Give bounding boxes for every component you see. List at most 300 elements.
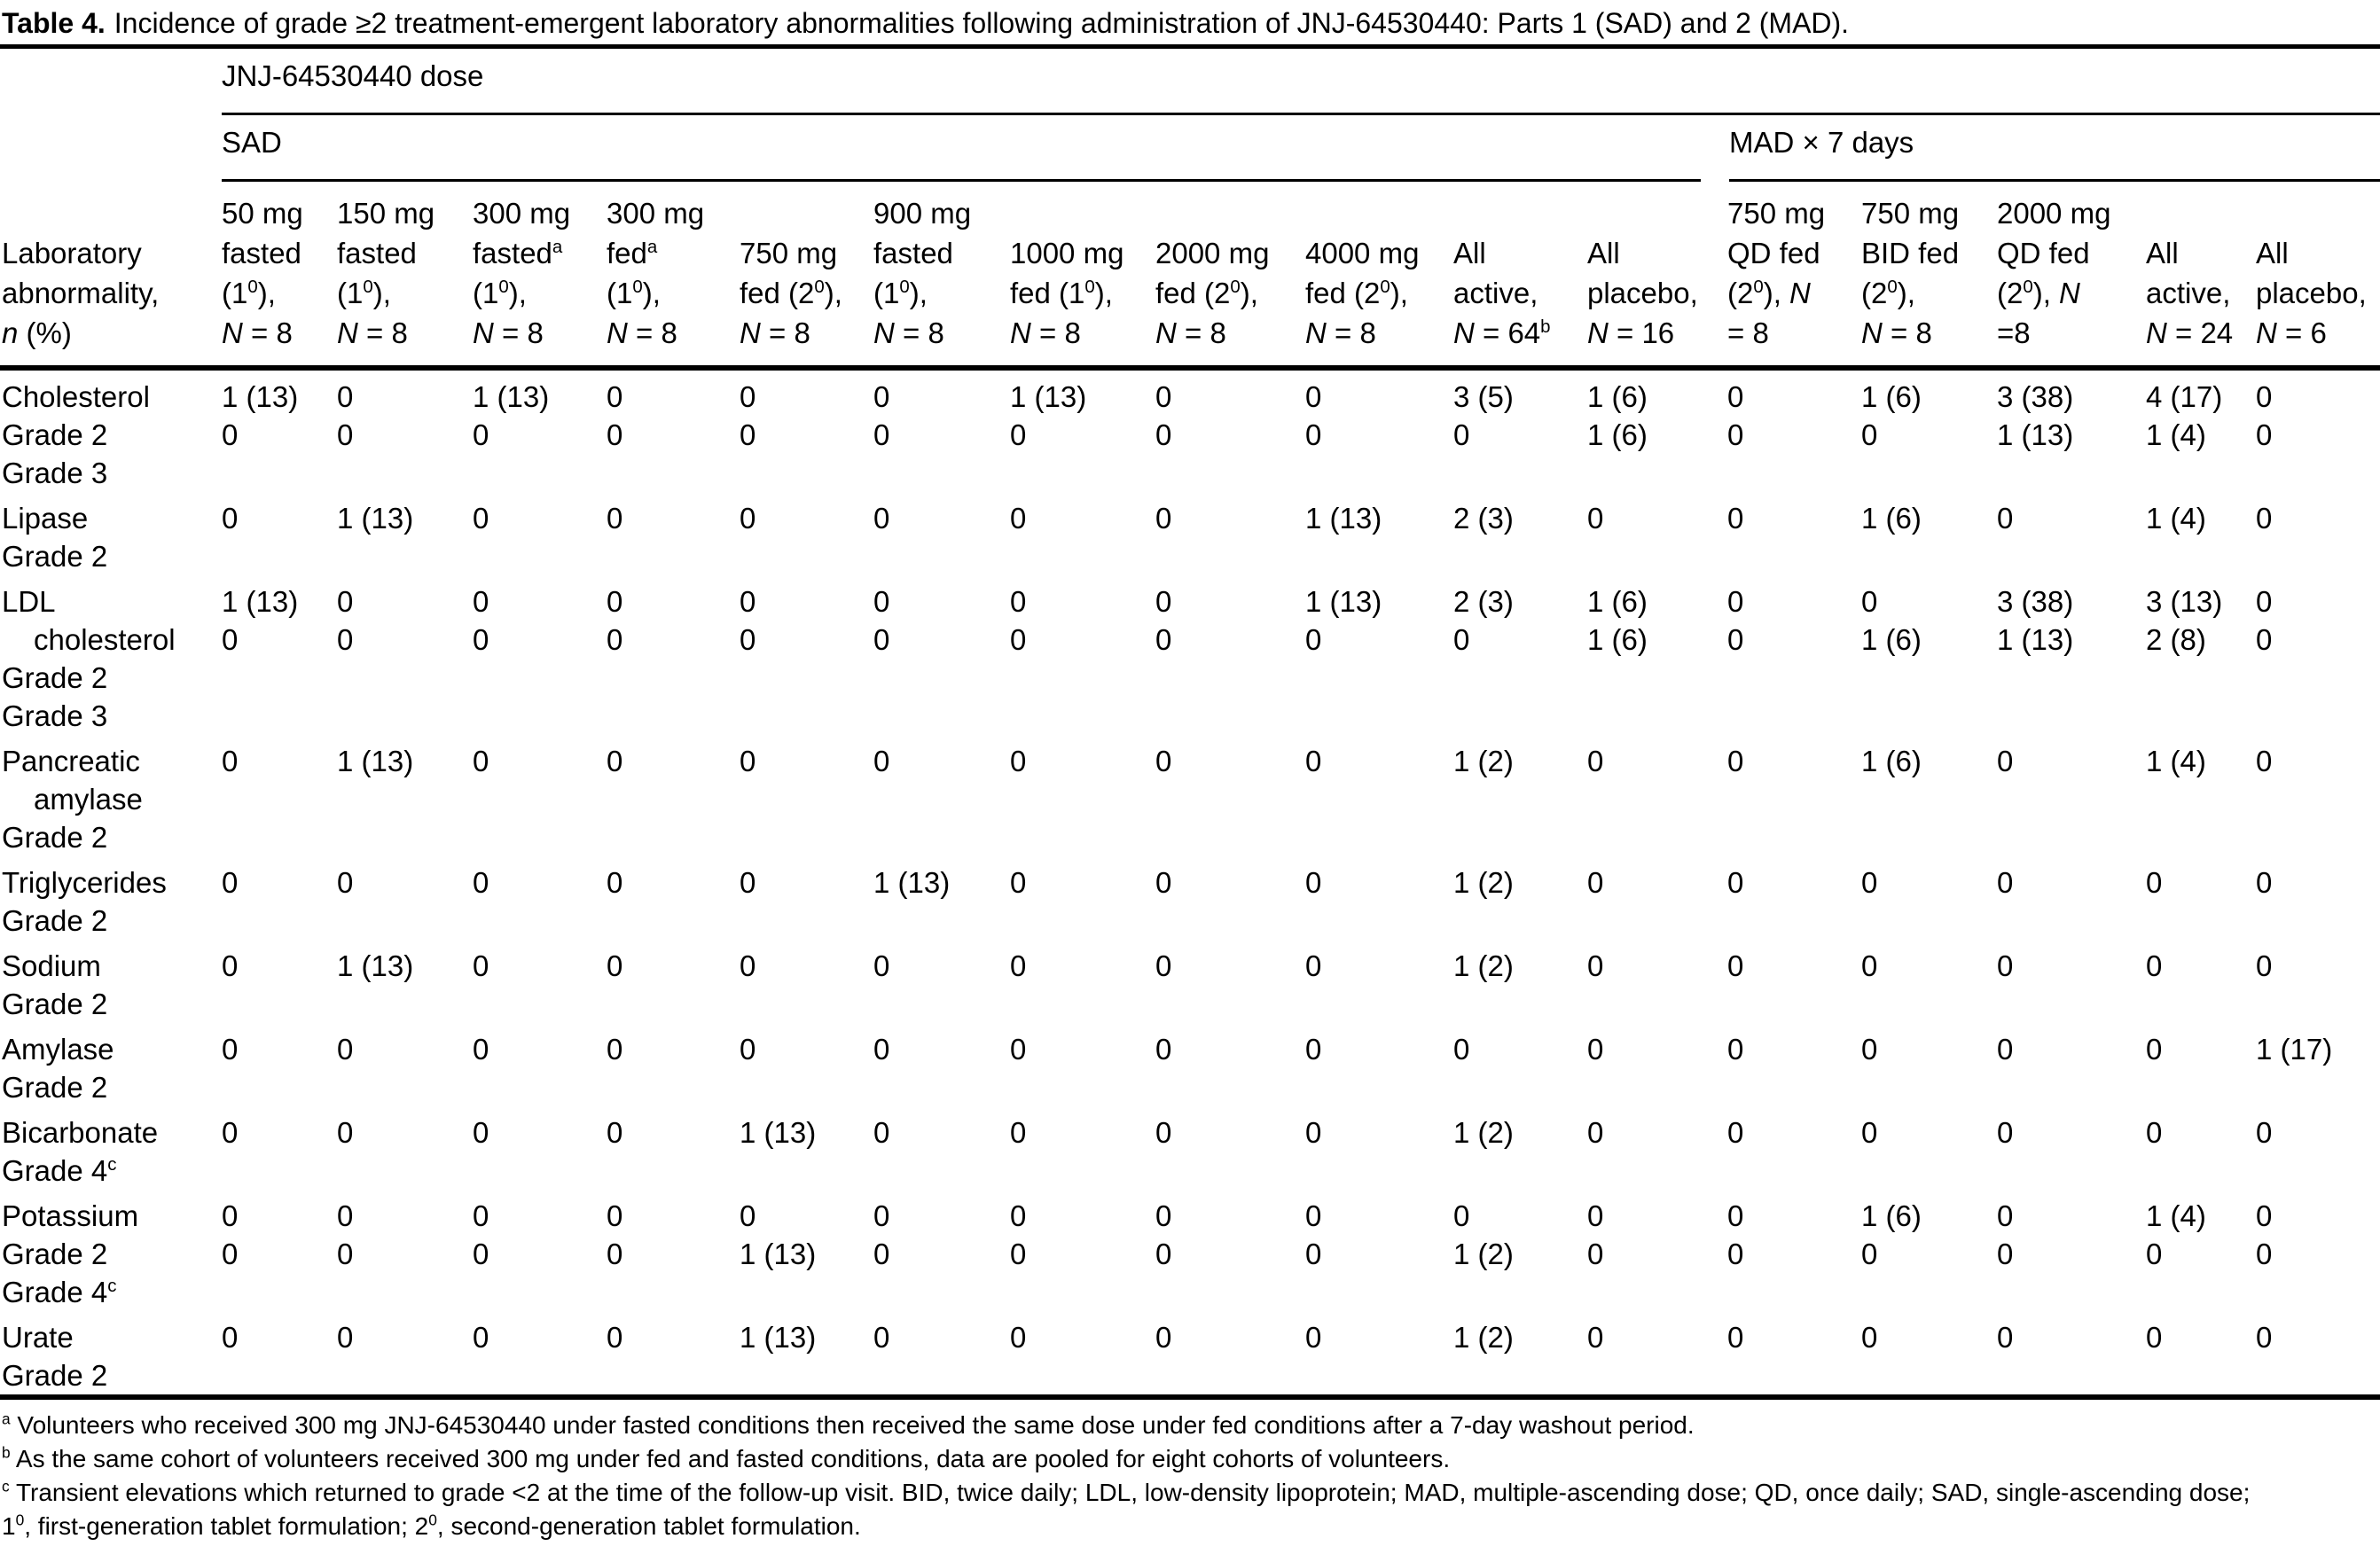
table-row <box>0 902 2380 940</box>
value-cell: 1 (13) <box>873 865 951 899</box>
value-cell: 0 <box>1453 622 1470 656</box>
row-label: Grade 4$^c$ <box>2 1153 117 1187</box>
value-cell: 0 <box>1305 1199 1322 1232</box>
value-cell: 1 (13) <box>337 501 414 535</box>
row-label: Grade 2 <box>2 660 108 694</box>
table-row <box>0 985 2380 1023</box>
value-cell <box>1010 1152 1155 1190</box>
table-row <box>0 735 2380 780</box>
row-label: Grade 2 <box>0 1356 222 1397</box>
table-row <box>0 940 2380 985</box>
value-cell <box>2146 985 2256 1023</box>
value-cell: 0 <box>222 1115 239 1149</box>
value-cell <box>1861 659 1997 697</box>
value-cell: 0 <box>1587 1199 1604 1232</box>
value-cell <box>1305 1356 1453 1397</box>
value-cell: 0 <box>1010 1032 1027 1066</box>
value-cell: 0 <box>740 501 756 535</box>
table-row <box>0 818 2380 856</box>
value-cell: 0 <box>1155 865 1172 899</box>
value-cell <box>1453 818 1587 856</box>
value-cell <box>2256 818 2380 856</box>
value-cell <box>1861 537 1997 575</box>
sad-group-header <box>222 114 1727 182</box>
value-cell <box>1861 1356 1997 1397</box>
sad-group-label: SAD <box>222 126 1701 182</box>
row-label: Pancreatic <box>2 744 140 777</box>
value-cell: 0 <box>2146 865 2163 899</box>
value-cell: 0 <box>1727 1199 1744 1232</box>
value-cell: 0 <box>2256 379 2273 413</box>
value-cell: 0 <box>1305 1115 1322 1149</box>
footnote-b: $^b$ As the same cohort of volunteers received 300 mg under fed and fasted conditions, data are pooled for eight cohorts of volunteers. <box>2 1443 1451 1472</box>
value-cell: 0 <box>1155 622 1172 656</box>
value-cell <box>873 1273 1010 1311</box>
table-row <box>0 1190 2380 1235</box>
value-cell <box>222 537 337 575</box>
value-cell: 2 (8) <box>2146 622 2206 656</box>
value-cell <box>222 902 337 940</box>
value-cell: 0 <box>473 501 489 535</box>
value-cell: 0 <box>337 1032 354 1066</box>
value-cell <box>1010 454 1155 492</box>
value-cell: 1 (13) <box>1997 622 2074 656</box>
value-cell <box>1155 985 1305 1023</box>
value-cell <box>607 454 740 492</box>
value-cell: 0 <box>1861 1032 1878 1066</box>
value-cell <box>2256 780 2380 818</box>
value-cell <box>1155 1273 1305 1311</box>
value-cell: 0 <box>2256 1115 2273 1149</box>
value-cell <box>2256 454 2380 492</box>
value-cell: 0 <box>1997 744 2014 777</box>
value-cell: 0 <box>1997 1320 2014 1354</box>
value-cell <box>1453 1068 1587 1106</box>
value-cell <box>873 454 1010 492</box>
value-cell <box>1305 537 1453 575</box>
value-cell <box>740 780 873 818</box>
table-row <box>0 1106 2380 1152</box>
value-cell <box>1587 1273 1727 1311</box>
value-cell: 1 (2) <box>1453 744 1514 777</box>
value-cell <box>2256 697 2380 735</box>
value-cell <box>607 659 740 697</box>
value-cell: 0 <box>2146 949 2163 982</box>
value-cell <box>2256 1068 2380 1106</box>
table-row <box>0 1023 2380 1068</box>
value-cell: 0 <box>873 949 890 982</box>
value-cell: 0 <box>607 1237 623 1270</box>
value-cell: 0 <box>2256 622 2273 656</box>
value-cell <box>740 1152 873 1190</box>
value-cell <box>1453 1273 1587 1311</box>
value-cell <box>337 1068 473 1106</box>
value-cell <box>1727 985 1861 1023</box>
value-cell: 0 <box>1861 584 1878 618</box>
row-label: Lipase <box>2 501 89 535</box>
value-cell: 0 <box>2256 865 2273 899</box>
column-header-2: 150 mg fasted $(1^0)$, N = 8 <box>337 182 473 368</box>
value-cell: 1 (2) <box>1453 1237 1514 1270</box>
value-cell: 0 <box>1453 418 1470 451</box>
column-header-13: 750 mg BID fed $(2^0)$, N = 8 <box>1861 182 1997 368</box>
value-cell <box>1453 1356 1587 1397</box>
value-cell <box>1727 454 1861 492</box>
value-cell <box>473 780 607 818</box>
value-cell: 0 <box>1727 865 1744 899</box>
value-cell: 0 <box>873 1199 890 1232</box>
value-cell <box>740 697 873 735</box>
value-cell: 0 <box>1010 622 1027 656</box>
value-cell: 0 <box>473 584 489 618</box>
value-cell <box>1727 1356 1861 1397</box>
value-cell <box>1305 659 1453 697</box>
value-cell <box>607 1152 740 1190</box>
value-cell <box>1010 537 1155 575</box>
mad-group-header <box>1727 114 2380 182</box>
value-cell: 0 <box>1587 1032 1604 1066</box>
table-row <box>0 780 2380 818</box>
value-cell: 0 <box>740 584 756 618</box>
value-cell: 0 <box>1727 1237 1744 1270</box>
value-cell <box>607 1068 740 1106</box>
value-cell <box>1997 1273 2146 1311</box>
value-cell <box>473 818 607 856</box>
value-cell <box>1155 1356 1305 1397</box>
value-cell: 0 <box>1997 1237 2014 1270</box>
value-cell: 0 <box>740 949 756 982</box>
value-cell <box>1155 1068 1305 1106</box>
row-label: LDL <box>2 584 56 618</box>
value-cell: 1 (13) <box>740 1237 817 1270</box>
value-cell: 0 <box>1305 379 1322 413</box>
value-cell: 0 <box>473 1115 489 1149</box>
column-header-5: 750 mg fed $(2^0)$, N = 8 <box>740 182 873 368</box>
value-cell: 0 <box>473 418 489 451</box>
value-cell: 4 (17) <box>2146 379 2223 413</box>
value-cell <box>222 659 337 697</box>
footnote-c: $^c$ Transient elevations which returned to grade <2 at the time of the follow-up visit. BID, twice daily; LDL, low-density lipoprotein; MAD, multiple-ascending dose; QD, once daily; SAD, single-ascending dose; $1^0$, first-generation tablet formulation; $2^0$, second-generation tablet formulation. <box>2 1477 2251 1540</box>
value-cell: 0 <box>1155 1032 1172 1066</box>
lab-abnormalities-table <box>0 44 2380 1400</box>
value-cell <box>1997 659 2146 697</box>
value-cell: 0 <box>873 1320 890 1354</box>
row-label: Grade 4$^c$ <box>2 1275 117 1308</box>
row-label: Amylase <box>2 1032 114 1066</box>
value-cell <box>1587 697 1727 735</box>
value-cell <box>222 780 337 818</box>
value-cell <box>1155 902 1305 940</box>
value-cell <box>1010 659 1155 697</box>
value-cell: 0 <box>473 1237 489 1270</box>
value-cell <box>1861 1273 1997 1311</box>
column-header-8: 2000 mg fed $(2^0)$, N = 8 <box>1155 182 1305 368</box>
value-cell <box>1155 659 1305 697</box>
value-cell <box>873 985 1010 1023</box>
value-cell: 0 <box>607 1320 623 1354</box>
value-cell <box>1997 537 2146 575</box>
value-cell <box>740 1273 873 1311</box>
value-cell: 0 <box>1010 584 1027 618</box>
value-cell: 1 (4) <box>2146 744 2206 777</box>
value-cell: 0 <box>337 1199 354 1232</box>
value-cell: 0 <box>473 622 489 656</box>
value-cell: 0 <box>740 865 756 899</box>
value-cell: 0 <box>1010 744 1027 777</box>
value-cell <box>873 1356 1010 1397</box>
value-cell: 0 <box>1305 949 1322 982</box>
value-cell <box>222 1152 337 1190</box>
footnotes <box>0 1409 2380 1543</box>
value-cell: 0 <box>337 865 354 899</box>
value-cell: 0 <box>1727 1320 1744 1354</box>
value-cell: 0 <box>1155 1237 1172 1270</box>
value-cell <box>607 697 740 735</box>
table-row <box>0 368 2380 416</box>
value-cell: 0 <box>607 949 623 982</box>
value-cell: 0 <box>1010 949 1027 982</box>
value-cell <box>337 818 473 856</box>
value-cell <box>473 1068 607 1106</box>
row-label: Grade 3 <box>2 699 108 732</box>
row-label: Grade 2 <box>2 1237 108 1270</box>
value-cell: 3 (38) <box>1997 584 2074 618</box>
value-cell <box>1155 537 1305 575</box>
row-label: Grade 2 <box>2 539 108 573</box>
value-cell <box>1587 985 1727 1023</box>
value-cell: 0 <box>2256 418 2273 451</box>
value-cell: 0 <box>740 418 756 451</box>
value-cell: 0 <box>1155 418 1172 451</box>
value-cell <box>1997 1152 2146 1190</box>
column-header-3: 300 mg fasted$^a$ $(1^0)$, N = 8 <box>473 182 607 368</box>
value-cell <box>1997 902 2146 940</box>
value-cell <box>473 1152 607 1190</box>
value-cell: 0 <box>337 1237 354 1270</box>
value-cell <box>1861 985 1997 1023</box>
value-cell <box>873 780 1010 818</box>
value-cell: 0 <box>740 1032 756 1066</box>
value-cell: 0 <box>607 501 623 535</box>
value-cell <box>222 818 337 856</box>
value-cell: 0 <box>473 1199 489 1232</box>
column-header-10: All active, $N = 64^b$ <box>1453 182 1587 368</box>
value-cell <box>873 902 1010 940</box>
value-cell <box>1453 780 1587 818</box>
value-cell: 0 <box>2256 501 2273 535</box>
column-header-15: All active, N = 24 <box>2146 182 2256 368</box>
value-cell <box>1305 1068 1453 1106</box>
value-cell: 1 (6) <box>1861 379 1922 413</box>
column-header-12: 750 mg QD fed $(2^0)$, N = 8 <box>1727 182 1861 368</box>
value-cell: 0 <box>1453 1199 1470 1232</box>
value-cell <box>1997 985 2146 1023</box>
value-cell <box>337 537 473 575</box>
value-cell: 0 <box>337 584 354 618</box>
value-cell <box>873 1068 1010 1106</box>
value-cell <box>740 1356 873 1397</box>
value-cell: 0 <box>1861 865 1878 899</box>
value-cell <box>2146 1152 2256 1190</box>
value-cell <box>607 537 740 575</box>
value-cell: 0 <box>1155 379 1172 413</box>
row-label: Grade 2 <box>2 418 108 451</box>
value-cell: 0 <box>1997 1199 2014 1232</box>
value-cell: 0 <box>1587 1115 1604 1149</box>
value-cell: 0 <box>1727 418 1744 451</box>
value-cell: 0 <box>1727 744 1744 777</box>
column-header-14: 2000 mg QD fed $(2^0)$, N =8 <box>1997 182 2146 368</box>
value-cell: 0 <box>1010 865 1027 899</box>
value-cell: 0 <box>1155 584 1172 618</box>
value-cell <box>2146 1356 2256 1397</box>
value-cell: 1 (2) <box>1453 949 1514 982</box>
value-cell: 0 <box>222 865 239 899</box>
value-cell: 0 <box>1861 1237 1878 1270</box>
value-cell: 3 (38) <box>1997 379 2074 413</box>
column-header-11: All placebo, N = 16 <box>1587 182 1727 368</box>
value-cell <box>740 985 873 1023</box>
value-cell <box>1305 818 1453 856</box>
value-cell: 0 <box>1010 1115 1027 1149</box>
value-cell: 0 <box>222 1320 239 1354</box>
value-cell <box>1587 454 1727 492</box>
value-cell <box>2256 985 2380 1023</box>
value-cell <box>473 985 607 1023</box>
value-cell: 0 <box>2146 1320 2163 1354</box>
table-title <box>0 0 2380 44</box>
row-label: Urate <box>2 1320 74 1354</box>
value-cell: 0 <box>1997 949 2014 982</box>
value-cell <box>740 902 873 940</box>
value-cell <box>2146 902 2256 940</box>
value-cell <box>740 659 873 697</box>
value-cell: 0 <box>1305 1032 1322 1066</box>
value-cell: 1 (13) <box>1305 501 1382 535</box>
value-cell: 1 (6) <box>1587 622 1648 656</box>
column-header-9: 4000 mg fed $(2^0)$, N = 8 <box>1305 182 1453 368</box>
value-cell <box>873 537 1010 575</box>
value-cell: 0 <box>2256 1237 2273 1270</box>
value-cell: 0 <box>1997 865 2014 899</box>
value-cell: 1 (13) <box>740 1115 817 1149</box>
value-cell: 0 <box>1305 1237 1322 1270</box>
value-cell <box>2146 697 2256 735</box>
value-cell <box>337 697 473 735</box>
value-cell: 0 <box>1305 622 1322 656</box>
value-cell <box>1861 697 1997 735</box>
value-cell <box>473 1356 607 1397</box>
value-cell: 1 (6) <box>1587 379 1648 413</box>
value-cell: 0 <box>1305 865 1322 899</box>
value-cell: 1 (13) <box>740 1320 817 1354</box>
value-cell <box>740 537 873 575</box>
value-cell <box>473 697 607 735</box>
value-cell: 0 <box>873 1032 890 1066</box>
value-cell: 1 (13) <box>1010 379 1087 413</box>
value-cell: 1 (17) <box>2256 1032 2333 1066</box>
value-cell <box>337 1273 473 1311</box>
value-cell: 0 <box>873 622 890 656</box>
table-row <box>0 659 2380 697</box>
value-cell <box>337 659 473 697</box>
value-cell: 0 <box>1155 1115 1172 1149</box>
table-row <box>0 621 2380 659</box>
value-cell <box>222 1068 337 1106</box>
table-row <box>0 856 2380 902</box>
value-cell: 1 (4) <box>2146 501 2206 535</box>
row-label: Triglycerides <box>2 865 167 899</box>
value-cell: 3 (13) <box>2146 584 2223 618</box>
value-cell: 0 <box>222 1032 239 1066</box>
value-cell <box>2256 1273 2380 1311</box>
value-cell <box>1305 985 1453 1023</box>
value-cell <box>873 818 1010 856</box>
value-cell <box>1305 1152 1453 1190</box>
value-cell: 0 <box>337 622 354 656</box>
value-cell: 0 <box>337 1320 354 1354</box>
value-cell <box>1727 818 1861 856</box>
value-cell: 0 <box>607 865 623 899</box>
value-cell <box>1861 780 1997 818</box>
value-cell <box>473 1273 607 1311</box>
value-cell <box>607 902 740 940</box>
column-header-7: 1000 mg fed $(1^0)$, N = 8 <box>1010 182 1155 368</box>
value-cell <box>1305 902 1453 940</box>
value-cell: 1 (6) <box>1861 744 1922 777</box>
value-cell <box>1727 780 1861 818</box>
value-cell <box>473 902 607 940</box>
value-cell: 0 <box>2256 584 2273 618</box>
value-cell <box>1727 1273 1861 1311</box>
value-cell: 0 <box>873 418 890 451</box>
value-cell <box>2146 1068 2256 1106</box>
table-number-label: Table 4. <box>2 7 106 39</box>
value-cell <box>1010 780 1155 818</box>
value-cell: 0 <box>1305 1320 1322 1354</box>
value-cell: 0 <box>2256 1199 2273 1232</box>
value-cell <box>1010 985 1155 1023</box>
value-cell: 0 <box>1010 501 1027 535</box>
row-label: Grade 2 <box>2 987 108 1020</box>
value-cell: 0 <box>473 865 489 899</box>
value-cell: 2 (3) <box>1453 501 1514 535</box>
value-cell: 1 (2) <box>1453 1320 1514 1354</box>
value-cell: 1 (13) <box>1997 418 2074 451</box>
value-cell: 0 <box>2256 744 2273 777</box>
value-cell <box>222 1356 337 1397</box>
footnote-a: $^a$ Volunteers who received 300 mg JNJ-64530440 under fasted conditions then received the same dose under fed conditions after a 7-day washout period. <box>2 1410 1695 1439</box>
column-header-4: 300 mg fed$^a$ $(1^0)$, N = 8 <box>607 182 740 368</box>
value-cell: 0 <box>1587 1320 1604 1354</box>
value-cell: 0 <box>1861 418 1878 451</box>
value-cell: 0 <box>222 744 239 777</box>
value-cell: 0 <box>1727 379 1744 413</box>
value-cell <box>1453 985 1587 1023</box>
value-cell: 0 <box>1861 949 1878 982</box>
value-cell: 0 <box>607 584 623 618</box>
value-cell <box>2256 659 2380 697</box>
value-cell <box>2256 902 2380 940</box>
value-cell <box>1305 697 1453 735</box>
value-cell: 1 (6) <box>1861 622 1922 656</box>
value-cell <box>1587 1356 1727 1397</box>
value-cell <box>1727 697 1861 735</box>
value-cell: 0 <box>222 1237 239 1270</box>
row-label: amylase <box>34 782 143 816</box>
value-cell <box>1453 454 1587 492</box>
value-cell: 1 (6) <box>1861 501 1922 535</box>
